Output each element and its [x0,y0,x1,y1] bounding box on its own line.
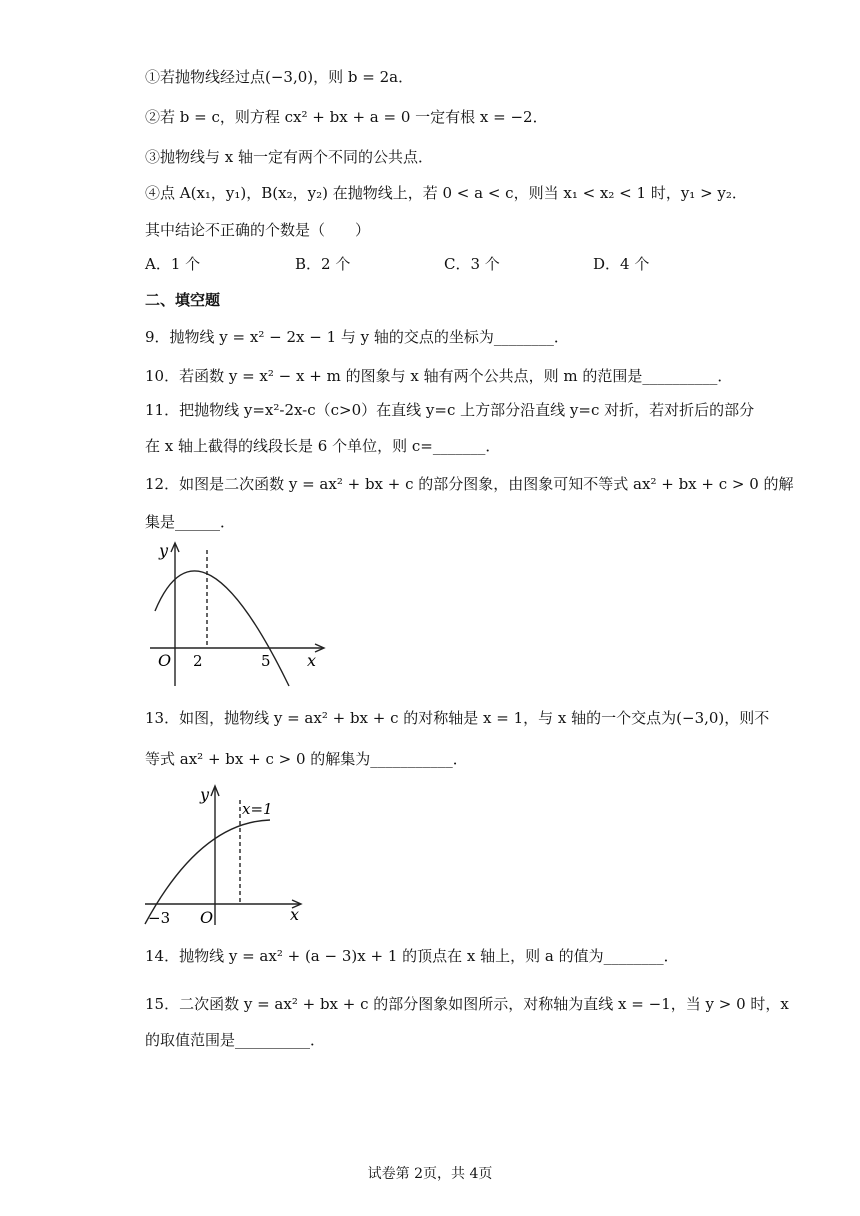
q8-option-d: D．4 个 [593,255,650,273]
q13-axis-label: x=1 [242,800,273,818]
q12-figure [145,538,335,688]
q10-text: 10．若函数 y = x² − x + m 的图象与 x 轴有两个公共点，则 m 的范围是__________． [145,367,733,385]
q8-stem: 其中结论不正确的个数是（ ） [145,221,371,239]
q13-line-1: 13．如图，抛物线 y = ax² + bx + c 的对称轴是 x = 1，与 x 轴的一个交点为(−3,0)，则不 [145,709,770,727]
q12-origin-label: O [158,651,172,670]
q13-line-2: 等式 ax² + bx + c > 0 的解集为___________． [145,750,468,768]
q8-item-3: ③抛物线与 x 轴一定有两个不同的公共点． [145,148,433,166]
q12-x-label: x [307,651,317,670]
q12-tick-5: 5 [261,652,271,670]
q8-item-4: ④点 A(x₁，y₁)，B(x₂，y₂) 在抛物线上，若 0 < a < c，则当 x₁ < x₂ < 1 时，y₁ > y₂． [145,184,747,202]
q12-y-label: y [159,541,169,560]
q13-figure [140,780,310,930]
q12-line-1: 12．如图是二次函数 y = ax² + bx + c 的部分图象，由图象可知不等式 ax² + bx + c > 0 的解 [145,475,794,493]
q12-tick-2: 2 [193,652,203,670]
q13-y-label: y [200,785,210,804]
q11-line-1: 11．把抛物线 y=x²-2x-c（c>0）在直线 y=c 上方部分沿直线 y=c 对折，若对折后的部分 [145,401,755,419]
q8-item-1: ①若抛物线经过点(−3,0)，则 b = 2a． [145,68,414,86]
q14-text: 14．抛物线 y = ax² + (a − 3)x + 1 的顶点在 x 轴上，则 a 的值为________． [145,947,679,965]
q11-line-2: 在 x 轴上截得的线段长是 6 个单位，则 c=_______． [145,437,501,455]
q8-option-a: A．1 个 [145,255,201,273]
q8-option-b: B．2 个 [295,255,351,273]
section-title: 二、填空题 [145,291,221,309]
q12-line-2: 集是______． [145,513,236,531]
q15-line-1: 15．二次函数 y = ax² + bx + c 的部分图象如图所示，对称轴为直线 x = −1，当 y > 0 时，x [145,995,789,1013]
q13-x-label: x [290,905,300,924]
q8-item-2: ②若 b = c，则方程 cx² + bx + a = 0 一定有根 x = −2． [145,108,548,126]
q13-origin-label: O [200,908,214,927]
q8-option-c: C．3 个 [444,255,500,273]
q15-line-2: 的取值范围是__________． [145,1031,326,1049]
page-footer: 试卷第 2页，共 4页 [367,1166,493,1182]
q13-tick-neg3: −3 [148,909,171,927]
q9-text: 9．抛物线 y = x² − 2x − 1 与 y 轴的交点的坐标为________． [145,328,569,346]
